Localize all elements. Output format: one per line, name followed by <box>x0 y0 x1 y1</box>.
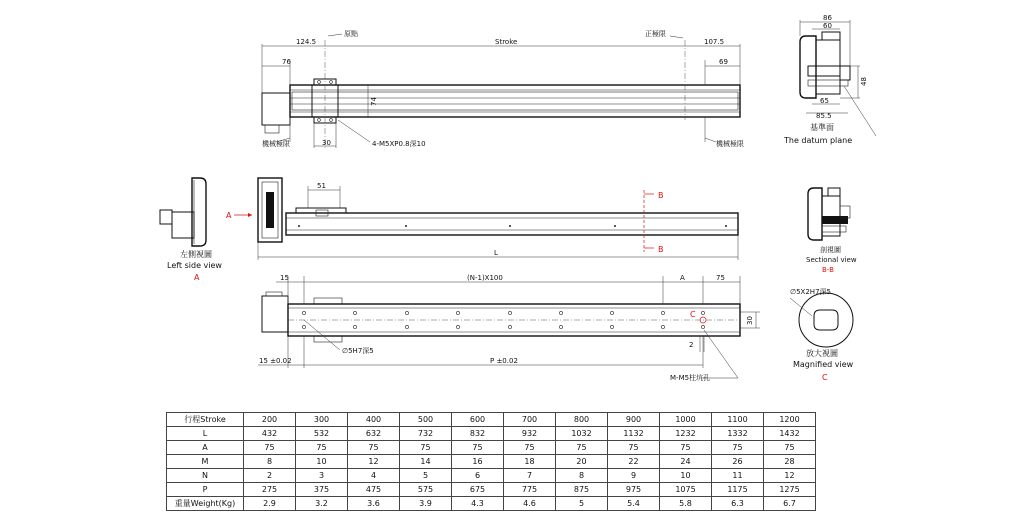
table-cell: 1332 <box>712 427 764 441</box>
dowel-hole-note: ∅5H7深5 <box>342 347 374 355</box>
table-cell: 22 <box>608 455 660 469</box>
table-row <box>167 483 816 497</box>
table-cell: 75 <box>660 441 712 455</box>
table-row-label: L <box>167 427 244 441</box>
dim-76: 76 <box>282 58 291 66</box>
table-cell: 200 <box>244 413 296 427</box>
dim-85-5: 85.5 <box>816 112 832 120</box>
table-cell: 875 <box>556 483 608 497</box>
top-view <box>262 29 744 148</box>
table-cell: 2 <box>244 469 296 483</box>
table-cell: 14 <box>400 455 452 469</box>
table-cell: 75 <box>348 441 400 455</box>
dim-124-5: 124.5 <box>296 38 317 46</box>
table-cell: 432 <box>244 427 296 441</box>
table-cell: 75 <box>504 441 556 455</box>
view-arrow-a: A <box>226 211 232 220</box>
table-cell: 832 <box>452 427 504 441</box>
front-view <box>226 178 738 260</box>
dim-69: 69 <box>719 58 728 66</box>
dim-48: 48 <box>860 77 868 86</box>
table-cell: 11 <box>712 469 764 483</box>
stroke-label: Stroke <box>495 38 518 46</box>
left-view-tag: A <box>194 273 200 282</box>
table-cell: 1100 <box>712 413 764 427</box>
table-cell: 300 <box>296 413 348 427</box>
table-cell: 1132 <box>608 427 660 441</box>
table-cell: 75 <box>244 441 296 455</box>
table-row-label: A <box>167 441 244 455</box>
section-view-cn: 剖視圖 <box>820 246 841 254</box>
table-cell: 600 <box>452 413 504 427</box>
table-cell: 9 <box>608 469 660 483</box>
table-cell: 1175 <box>712 483 764 497</box>
magnified-view <box>790 288 854 382</box>
table-cell: 575 <box>400 483 452 497</box>
table-row <box>167 497 816 511</box>
dim-86: 86 <box>823 14 832 22</box>
table-row <box>167 469 816 483</box>
table-cell: 1432 <box>764 427 816 441</box>
table-cell: 6 <box>452 469 504 483</box>
table-cell: 18 <box>504 455 556 469</box>
table-cell: 7 <box>504 469 556 483</box>
table-cell: 75 <box>764 441 816 455</box>
dim-15: 15 <box>280 274 289 282</box>
positive-limit-label: 正極限 <box>645 30 666 38</box>
table-cell: 275 <box>244 483 296 497</box>
table-row-label: N <box>167 469 244 483</box>
dim-p-tol: P ±0.02 <box>490 357 518 365</box>
hole-note-top: 4-M5XP0.8深10 <box>372 140 426 148</box>
detail-c-label: C <box>690 310 696 319</box>
dim-15-tol: 15 ±0.02 <box>259 357 292 365</box>
table-cell: 75 <box>556 441 608 455</box>
dim-51: 51 <box>317 182 326 190</box>
dim-L: L <box>494 249 498 257</box>
counterbore-note: M-M5柱坑孔 <box>670 374 711 382</box>
table-cell: 732 <box>400 427 452 441</box>
table-cell: 375 <box>296 483 348 497</box>
table-cell: 675 <box>452 483 504 497</box>
dim-a: A <box>680 274 685 282</box>
end-view <box>783 14 876 145</box>
table-cell: 475 <box>348 483 400 497</box>
table-header-row <box>167 413 816 427</box>
section-b-top: B <box>658 191 664 200</box>
dim-30-bottom: 30 <box>746 316 754 325</box>
magnified-note: ∅5X2H7深5 <box>790 288 831 296</box>
mech-limit-left: 機械極限 <box>262 140 290 148</box>
table-cell: 8 <box>556 469 608 483</box>
table-cell: 632 <box>348 427 400 441</box>
table-cell: 1075 <box>660 483 712 497</box>
left-side-view <box>160 178 222 282</box>
datum-label-en: The datum plane <box>784 136 853 145</box>
left-view-en: Left side view <box>167 261 222 270</box>
table-cell: 5.8 <box>660 497 712 511</box>
table-cell: 500 <box>400 413 452 427</box>
section-view-tag: B-B <box>822 266 834 274</box>
table-cell: 532 <box>296 427 348 441</box>
table-cell: 4.3 <box>452 497 504 511</box>
table-cell: 10 <box>296 455 348 469</box>
table-cell: 3.6 <box>348 497 400 511</box>
magnified-tag: C <box>822 373 828 382</box>
table-cell: 75 <box>712 441 764 455</box>
table-cell: 75 <box>452 441 504 455</box>
table-cell: 700 <box>504 413 556 427</box>
table-cell: 1000 <box>660 413 712 427</box>
dim-n-x100: (N-1)X100 <box>467 274 503 282</box>
section-b-bottom: B <box>658 245 664 254</box>
table-cell: 20 <box>556 455 608 469</box>
home-label: 原點 <box>344 30 358 38</box>
table-cell: 3 <box>296 469 348 483</box>
table-cell: 75 <box>296 441 348 455</box>
table-cell: 24 <box>660 455 712 469</box>
table-row <box>167 455 816 469</box>
section-view-en: Sectional view <box>806 256 857 264</box>
table-cell: 4 <box>348 469 400 483</box>
table-cell: 5 <box>556 497 608 511</box>
table-cell: 12 <box>764 469 816 483</box>
table-cell: 800 <box>556 413 608 427</box>
bottom-view <box>258 274 760 382</box>
dim-60: 60 <box>823 22 832 30</box>
magnified-cn: 放大視圖 <box>806 349 838 358</box>
table-cell: 3.2 <box>296 497 348 511</box>
table-cell: 1200 <box>764 413 816 427</box>
table-cell: 75 <box>608 441 660 455</box>
table-cell: 975 <box>608 483 660 497</box>
dim-30-top: 30 <box>322 139 331 147</box>
table-cell: 2.9 <box>244 497 296 511</box>
table-cell: 1032 <box>556 427 608 441</box>
table-row-label: M <box>167 455 244 469</box>
dim-107-5: 107.5 <box>704 38 725 46</box>
table-row <box>167 427 816 441</box>
dim-74: 74 <box>370 97 378 106</box>
table-cell: 932 <box>504 427 556 441</box>
table-cell: 5 <box>400 469 452 483</box>
left-view-cn: 左側視圖 <box>180 250 212 259</box>
table-cell: 26 <box>712 455 764 469</box>
table-cell: 900 <box>608 413 660 427</box>
table-cell: 3.9 <box>400 497 452 511</box>
spec-table <box>166 412 816 511</box>
table-cell: 12 <box>348 455 400 469</box>
dim-75: 75 <box>716 274 725 282</box>
table-row-label: 行程Stroke <box>167 413 244 427</box>
table-cell: 8 <box>244 455 296 469</box>
dim-2: 2 <box>689 341 694 349</box>
table-cell: 28 <box>764 455 816 469</box>
table-cell: 10 <box>660 469 712 483</box>
table-cell: 1275 <box>764 483 816 497</box>
sectional-view <box>806 188 857 274</box>
table-cell: 775 <box>504 483 556 497</box>
table-cell: 4.6 <box>504 497 556 511</box>
table-cell: 1232 <box>660 427 712 441</box>
table-cell: 400 <box>348 413 400 427</box>
table-cell: 16 <box>452 455 504 469</box>
table-cell: 6.7 <box>764 497 816 511</box>
table-cell: 75 <box>400 441 452 455</box>
table-cell: 5.4 <box>608 497 660 511</box>
table-row-label: P <box>167 483 244 497</box>
datum-label-cn: 基準面 <box>810 123 834 132</box>
table-cell: 6.3 <box>712 497 764 511</box>
mech-limit-right: 機械極限 <box>716 140 744 148</box>
table-row-label: 重量Weight(Kg) <box>167 497 244 511</box>
dim-65: 65 <box>820 97 829 105</box>
magnified-en: Magnified view <box>793 360 854 369</box>
table-row <box>167 441 816 455</box>
